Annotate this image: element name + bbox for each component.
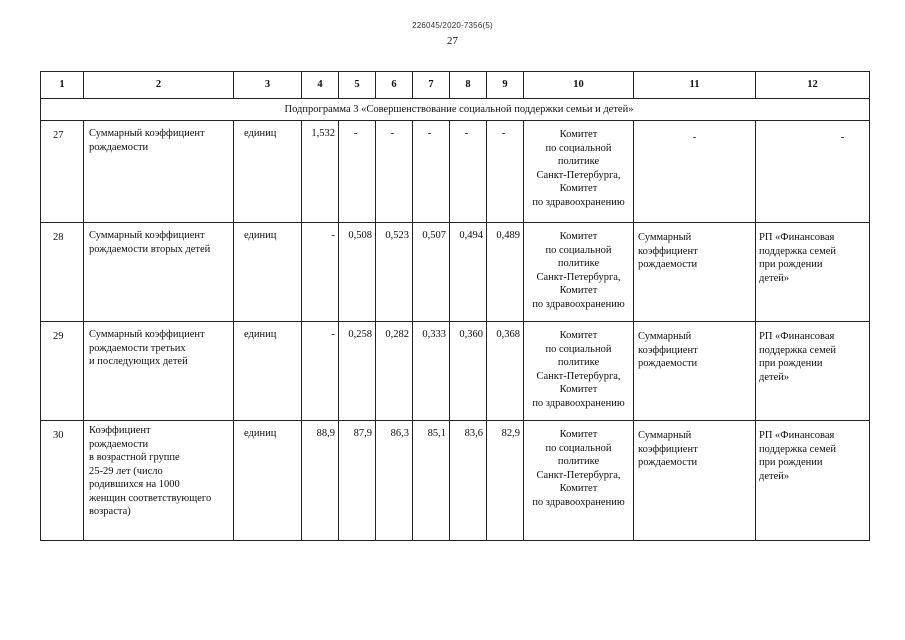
text-line: Комитет <box>559 384 598 395</box>
text-line: детей» <box>759 371 790 383</box>
text-line: по социальной <box>545 442 612 454</box>
text-line: возраста) <box>89 506 131 517</box>
link-cell <box>634 223 756 322</box>
value-cell: 0,523 <box>376 223 413 322</box>
text-line: Комитет <box>559 183 598 194</box>
text-line: рождаемости вторых детей <box>89 243 211 255</box>
row-number: 27 <box>41 121 84 223</box>
text-line: Суммарный коэффициент <box>89 230 205 241</box>
value-cell: 1,532 <box>302 121 339 223</box>
subprogram-row <box>41 99 870 121</box>
unit-cell: единиц <box>234 121 302 223</box>
text-line: при рождении <box>759 358 823 369</box>
responsible-cell <box>524 121 634 223</box>
value-cell: - <box>413 121 450 223</box>
text-line: по здравоохранению <box>532 496 625 508</box>
text-line: Комитет <box>559 429 598 440</box>
text-line: детей» <box>759 470 790 482</box>
text-line: рождаемости третьих <box>89 342 186 354</box>
text-line: Суммарный <box>638 430 692 441</box>
text-line: коэффициент <box>638 443 698 455</box>
value-cell: 0,494 <box>450 223 487 322</box>
column-header: 11 <box>634 72 756 99</box>
text-line: политике <box>557 456 600 467</box>
link-cell <box>634 322 756 421</box>
text-line: при рождении <box>759 259 823 270</box>
indicators-table <box>40 71 870 541</box>
program-cell <box>756 322 870 421</box>
text-line: при рождении <box>759 457 823 468</box>
text-line: детей» <box>759 272 790 284</box>
unit-cell: единиц <box>234 421 302 541</box>
text-line: Санкт-Петербурга, <box>536 169 621 181</box>
header-row <box>41 72 870 99</box>
program-cell <box>756 421 870 541</box>
value-cell: 87,9 <box>339 421 376 541</box>
text-line: коэффициент <box>638 245 698 257</box>
responsible-cell <box>524 421 634 541</box>
text-line: по социальной <box>545 343 612 355</box>
column-header: 5 <box>339 72 376 99</box>
value-cell: - <box>450 121 487 223</box>
text-line: Суммарный коэффициент <box>89 329 205 340</box>
table-row <box>41 223 870 322</box>
text-line: Суммарный <box>638 331 692 342</box>
text-line: по здравоохранению <box>532 298 625 310</box>
text-line: Комитет <box>559 483 598 494</box>
row-number: 29 <box>41 322 84 421</box>
indicator-name <box>84 121 234 223</box>
unit-cell: единиц <box>234 322 302 421</box>
page-number: 27 <box>447 35 458 47</box>
table-row <box>41 421 870 541</box>
table-row <box>41 322 870 421</box>
text-line: рождаемости <box>638 457 698 468</box>
text-line: 25-29 лет (число <box>89 465 163 477</box>
text-line: рождаемости <box>89 141 149 153</box>
program-cell: - <box>756 121 870 223</box>
column-header: 1 <box>41 72 84 99</box>
value-cell: 0,333 <box>413 322 450 421</box>
column-header: 2 <box>84 72 234 99</box>
text-line: по социальной <box>545 244 612 256</box>
column-header: 10 <box>524 72 634 99</box>
value-cell: - <box>376 121 413 223</box>
value-cell: 0,282 <box>376 322 413 421</box>
value-cell: 0,489 <box>487 223 524 322</box>
value-cell: 82,9 <box>487 421 524 541</box>
responsible-cell <box>524 322 634 421</box>
text-line: Комитет <box>559 285 598 296</box>
text-line: поддержка семей <box>759 344 837 356</box>
indicator-name <box>84 421 234 541</box>
value-cell: 0,508 <box>339 223 376 322</box>
text-line: коэффициент <box>638 344 698 356</box>
value-cell: - <box>339 121 376 223</box>
value-cell: - <box>302 322 339 421</box>
column-header: 8 <box>450 72 487 99</box>
text-line: поддержка семей <box>759 245 837 257</box>
document-id: 226045/2020-7356(5) <box>412 21 493 30</box>
text-line: рождаемости <box>89 438 149 450</box>
table-row <box>41 121 870 223</box>
text-line: поддержка семей <box>759 443 837 455</box>
text-line: рождаемости <box>638 358 698 369</box>
link-cell: - <box>634 121 756 223</box>
text-line: родившихся на 1000 <box>89 479 180 490</box>
row-number: 28 <box>41 223 84 322</box>
text-line: РП «Финансовая <box>759 331 835 342</box>
text-line: политике <box>557 258 600 269</box>
text-line: в возрастной группе <box>89 452 180 463</box>
text-line: РП «Финансовая <box>759 430 835 441</box>
value-cell: 85,1 <box>413 421 450 541</box>
text-line: политике <box>557 156 600 167</box>
column-header: 12 <box>756 72 870 99</box>
value-cell: - <box>487 121 524 223</box>
column-header: 6 <box>376 72 413 99</box>
column-header: 9 <box>487 72 524 99</box>
indicator-name <box>84 322 234 421</box>
unit-cell: единиц <box>234 223 302 322</box>
column-header: 7 <box>413 72 450 99</box>
text-line: и последующих детей <box>89 356 188 367</box>
text-line: Санкт-Петербурга, <box>536 370 621 382</box>
text-line: политике <box>557 357 600 368</box>
subprogram-title: Подпрограмма 3 «Совершенствование социальной поддержки семьи и детей» <box>41 99 870 121</box>
text-line: рождаемости <box>638 259 698 270</box>
text-line: Суммарный коэффициент <box>89 128 205 139</box>
text-line: Коэффициент <box>89 425 151 436</box>
value-cell: 88,9 <box>302 421 339 541</box>
value-cell: 86,3 <box>376 421 413 541</box>
value-cell: 83,6 <box>450 421 487 541</box>
text-line: женщин соответствующего <box>89 492 212 504</box>
responsible-cell <box>524 223 634 322</box>
value-cell: 0,507 <box>413 223 450 322</box>
text-line: Комитет <box>559 129 598 140</box>
value-cell: 0,360 <box>450 322 487 421</box>
value-cell: 0,258 <box>339 322 376 421</box>
text-line: Суммарный <box>638 232 692 243</box>
value-cell: 0,368 <box>487 322 524 421</box>
value-cell: - <box>302 223 339 322</box>
text-line: по здравоохранению <box>532 397 625 409</box>
text-line: Санкт-Петербурга, <box>536 271 621 283</box>
link-cell <box>634 421 756 541</box>
text-line: Санкт-Петербурга, <box>536 469 621 481</box>
row-number: 30 <box>41 421 84 541</box>
indicator-name <box>84 223 234 322</box>
text-line: по здравоохранению <box>532 196 625 208</box>
text-line: Комитет <box>559 330 598 341</box>
program-cell <box>756 223 870 322</box>
column-header: 4 <box>302 72 339 99</box>
column-header: 3 <box>234 72 302 99</box>
text-line: по социальной <box>545 142 612 154</box>
text-line: Комитет <box>559 231 598 242</box>
text-line: РП «Финансовая <box>759 232 835 243</box>
